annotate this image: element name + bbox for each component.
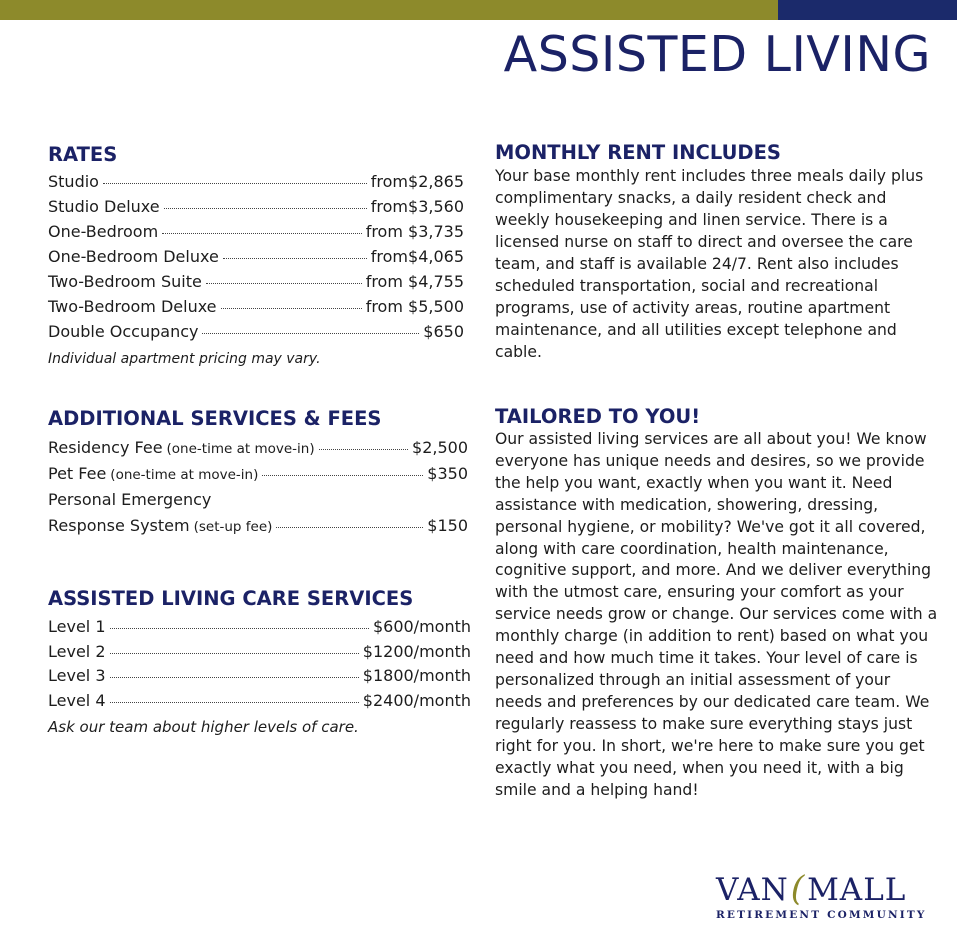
fee-name: Response System (48, 516, 190, 535)
care-level-price: $1200/month (362, 641, 471, 661)
care-list (48, 617, 471, 715)
care-level-name: Level 2 (48, 641, 106, 661)
rate-name: Studio (48, 172, 99, 191)
leader-dots (223, 258, 367, 259)
care-row (48, 642, 471, 667)
care-level-name: Level 1 (48, 617, 106, 636)
leader-dots (262, 475, 423, 476)
fee-row (48, 438, 468, 464)
fee-price: $350 (427, 464, 468, 483)
rate-name: One-Bedroom (48, 222, 159, 241)
page-title: ASSISTED LIVING (503, 26, 931, 83)
leader-dots (162, 233, 362, 234)
tailored-body: Our assisted living services are all about you! We know everyone has unique needs and desires, so we provide the help you want, exactly when you want it. Need assistance with medication, showering, dressing, personal hygiene, or mobility? We've got it all covered, along with care coordination, health maintenance, cognitive support, and more. And we deliver everything with the utmost care, ensuring your comfort as your service needs grow or change. Our services come with a monthly charge (in addition to rent) based on what you need and how much time it takes. Your level of care is personalized through an initial assessment of your needs and preferences by our dedicated care team. We regularly reassess to make sure everything stays just right for you. In short, we're here to make sure you get exactly what you need, when you need it, with a big smile and a helping hand! (495, 430, 938, 799)
fee-price: $150 (427, 516, 468, 535)
care-level-price: $2400/month (362, 690, 471, 710)
rates-note: Individual apartment pricing may vary. (48, 351, 321, 367)
monthly-rent-body: Your base monthly rent includes three meals daily plus complimentary snacks, a daily resident check and weekly housekeeping and linen service. There is a licensed nurse on staff to direct and oversee the care team, and staff is available 24/7. Rent also includes scheduled transportation, social and recreational programs, use of activity areas, routine apartment maintenance, and all utilities except telephone and cable. (495, 167, 924, 361)
logo-swoosh-icon: ( (786, 869, 810, 909)
tailored-heading: TAILORED TO YOU! (495, 405, 701, 428)
care-level-name: Level 4 (48, 690, 106, 710)
rate-row (48, 222, 464, 247)
rate-name: One-Bedroom Deluxe (48, 247, 219, 266)
top-accent-bar-olive (0, 0, 778, 20)
fees-list (48, 438, 468, 542)
rate-price: from$4,065 (370, 247, 464, 266)
rate-name: Studio Deluxe (48, 197, 160, 216)
leader-dots (110, 677, 359, 678)
fee-row (48, 516, 468, 542)
care-level-name: Level 3 (48, 666, 106, 685)
rate-row (48, 272, 464, 297)
rate-name: Two-Bedroom Deluxe (48, 297, 217, 316)
leader-dots (221, 308, 362, 309)
leader-dots (110, 653, 359, 654)
rates-list (48, 172, 464, 347)
rate-price: from $5,500 (365, 297, 464, 316)
rate-price: from$3,560 (370, 197, 464, 216)
rate-name: Two-Bedroom Suite (48, 272, 202, 291)
top-accent-bar-navy (778, 0, 957, 20)
leader-dots (206, 283, 362, 284)
care-level-price: $600/month (372, 617, 471, 636)
logo-wordmark (716, 869, 920, 909)
care-note: Ask our team about higher levels of care. (48, 718, 359, 736)
rate-row (48, 297, 464, 322)
care-level-price: $1800/month (362, 666, 471, 685)
fee-price: $2,500 (412, 438, 468, 457)
rate-row (48, 172, 464, 197)
logo-word-right: MALL (807, 872, 907, 908)
fee-row (48, 464, 468, 490)
fee-qualifier: (set-up fee) (193, 519, 273, 535)
fees-heading: ADDITIONAL SERVICES & FEES (48, 407, 382, 430)
logo-word-left: VAN (716, 872, 789, 908)
rate-price: from$2,865 (370, 172, 464, 191)
fee-name: Pet Fee (48, 464, 107, 483)
leader-dots (103, 183, 367, 184)
care-heading: ASSISTED LIVING CARE SERVICES (48, 587, 414, 610)
fee-row-label-line (48, 490, 468, 516)
leader-dots (202, 333, 419, 334)
care-row (48, 617, 471, 642)
rate-price: from $4,755 (365, 272, 464, 291)
rate-price: $650 (423, 322, 464, 341)
fee-name: Residency Fee (48, 438, 163, 457)
monthly-rent-heading: MONTHLY RENT INCLUDES (495, 141, 781, 164)
leader-dots (110, 628, 369, 629)
fee-qualifier: (one-time at move-in) (110, 467, 259, 483)
rate-row (48, 247, 464, 272)
rate-name: Double Occupancy (48, 322, 199, 341)
rates-heading: RATES (48, 143, 118, 166)
leader-dots (276, 527, 423, 528)
rate-row (48, 322, 464, 347)
fee-qualifier: (one-time at move-in) (166, 441, 315, 457)
fee-name-line1: Personal Emergency (48, 490, 212, 509)
care-row (48, 666, 471, 691)
leader-dots (164, 208, 367, 209)
rate-price: from $3,735 (365, 222, 464, 241)
van-mall-logo (716, 869, 927, 921)
rate-row (48, 197, 464, 222)
leader-dots (110, 702, 359, 703)
leader-dots (319, 449, 408, 450)
logo-subtitle: RETIREMENT COMMUNITY (716, 909, 927, 921)
care-row (48, 691, 471, 716)
